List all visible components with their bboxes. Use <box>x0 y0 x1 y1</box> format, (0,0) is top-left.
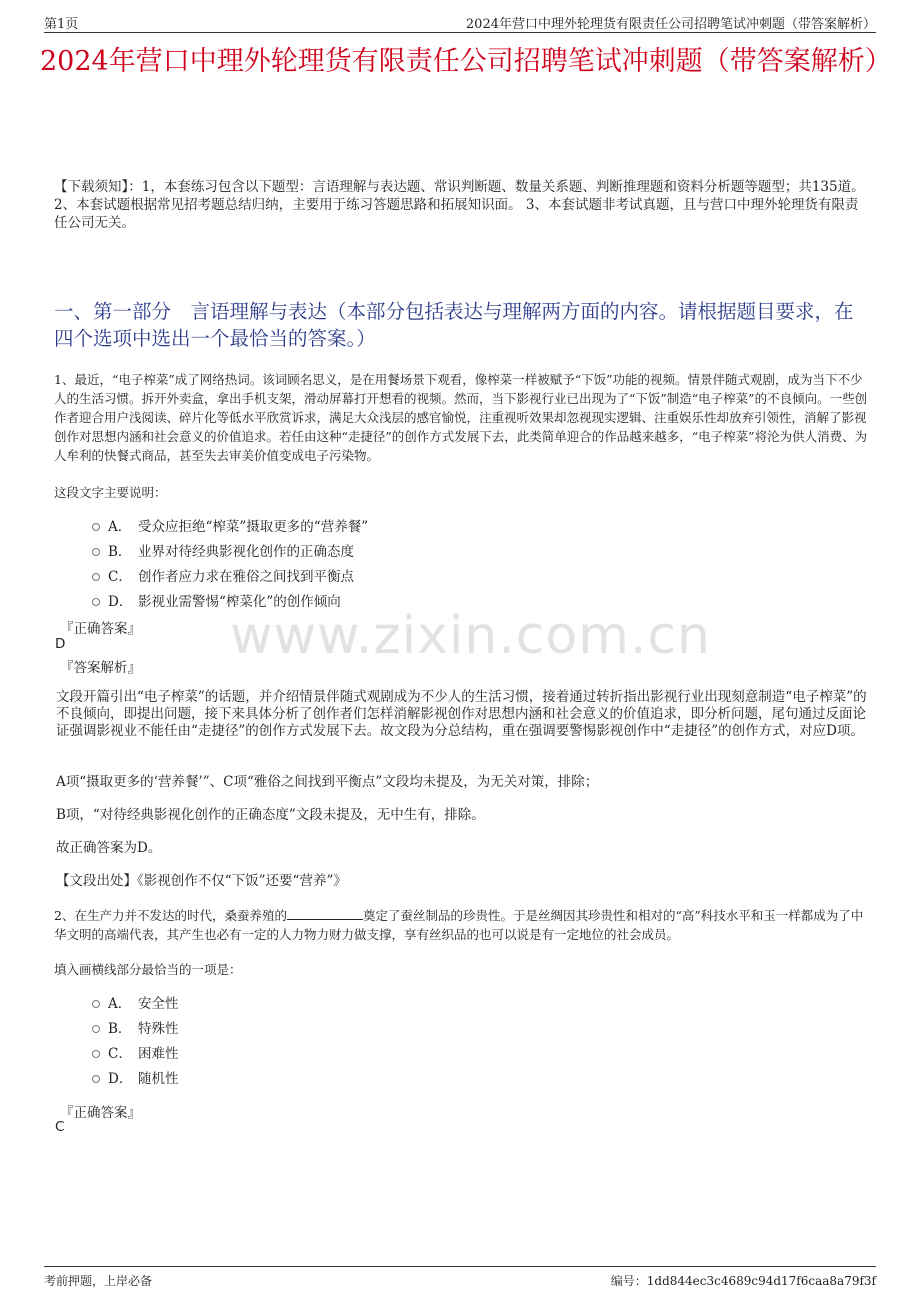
correct-answer: C <box>55 1119 65 1135</box>
footer-slogan: 考前押题，上岸必备 <box>44 1274 153 1288</box>
option-a[interactable]: A． 受众应拒绝“榨菜”摄取更多的“营养餐” <box>92 512 368 537</box>
analysis-paragraph: 文段开篇引出“电子榨菜”的话题，并介绍情景伴随式观剧成为不少人的生活习惯，接着通过转折指出影视行业出现刻意制造“电子榨菜”的不良倾向，即提出问题，接下来具体分析了创作者们怎样消解影视创作对思想内涵和社会意义的价值追求，即分析问题，尾句通过反面论证强调影视业不能任由“走捷径”的创作方式发展下去。故文段为分总结构，重在强调要警惕影视创作中“走捷径”的创作方式，对应D项。 <box>56 689 867 739</box>
question-2-options <box>92 989 179 1089</box>
section-heading: 一、第一部分 言语理解与表达（本部分包括表达与理解两方面的内容。请根据题目要求，在四个选项中选出一个最恰当的答案。） <box>54 300 854 350</box>
question-2-text: 2、在生产力并不发达的时代，桑蚕养殖的 奠定了蚕丝制品的珍贵性。于是丝绸因其珍贵性和相对的“高”科技水平和玉一样都成为了中华文明的高端代表，其产生也必有一定的人力物力财力做支撑，享有丝织品的也可以说是有一定地位的社会成员。 <box>54 908 864 942</box>
text-source: 【文段出处】《影视创作不仅“下饭”还要“营养”》 <box>56 873 347 889</box>
page-footer <box>44 1266 876 1291</box>
radio-icon[interactable] <box>92 573 100 581</box>
question-1-prompt: 这段文字主要说明： <box>54 485 167 500</box>
option-c[interactable]: C． 创作者应力求在雅俗之间找到平衡点 <box>92 562 368 587</box>
radio-icon[interactable] <box>92 598 100 606</box>
radio-icon[interactable] <box>92 548 100 556</box>
radio-icon[interactable] <box>92 523 100 531</box>
option-b[interactable]: B． 业界对待经典影视化创作的正确态度 <box>92 537 368 562</box>
watermark: www.zixin.com.cn <box>230 606 711 666</box>
option-a[interactable]: A． 安全性 <box>92 989 179 1014</box>
analysis-paragraph: 故正确答案为D。 <box>56 840 162 856</box>
question-1-options <box>92 512 368 612</box>
question-2-prompt: 填入画横线部分最恰当的一项是： <box>54 962 242 977</box>
question-1-text: 1、最近，“电子榨菜”成了网络热词。该词顾名思义，是在用餐场景下观看，像榨菜一样被赋予“下饭”功能的视频。情景伴随式观剧，成为当下不少人的生活习惯。拆开外卖盒，拿出手机支架，滑动屏幕打开想看的视频。然而，当下影视行业已出现为了“下饭”制造“电子榨菜”的不良倾向。一些创作者迎合用户浅阅读、碎片化等低水平欣赏诉求，满足大众浅层的感官愉悦，注重视听效果却忽视现实逻辑、注重娱乐性却放弃引领性，消解了影视创作对思想内涵和社会意义的价值追求。若任由这种“走捷径”的创作方式发展下去，此类简单迎合的作品越来越多，“电子榨菜”将沦为供人消费、为人牟利的快餐式商品，甚至失去审美价值变成电子污染物。 <box>54 372 868 463</box>
radio-icon[interactable] <box>92 1050 100 1058</box>
download-notice: 【下载须知】：1，本套练习包含以下题型：言语理解与表达题、常识判断题、数量关系题、判断推理题和资料分析题等题型；共135道。 2、本套试题根据常见招考题总结归纳，主要用于练习答题思路和拓展知识面。 3、本套试题非考试真题，且与营口中理外轮理货有限责任公司无关。 <box>54 179 865 231</box>
analysis-paragraph: B项，“对待经典影视化创作的正确态度”文段未提及，无中生有，排除。 <box>56 807 485 823</box>
option-c[interactable]: C． 困难性 <box>92 1039 179 1064</box>
option-b[interactable]: B． 特殊性 <box>92 1014 179 1039</box>
option-d[interactable]: D． 影视业需警惕“榨菜化”的创作倾向 <box>92 587 368 612</box>
radio-icon[interactable] <box>92 1000 100 1008</box>
analysis-paragraph: A项“摄取更多的‘营养餐’”、C项“雅俗之间找到平衡点”文段均未提及，为无关对策，排除； <box>56 774 599 790</box>
page-header <box>44 10 876 33</box>
header-doc-title: 2024年营口中理外轮理货有限责任公司招聘笔试冲刺题（带答案解析） <box>465 17 876 32</box>
fill-blank <box>287 907 363 920</box>
answer-label: 『正确答案』 <box>60 1105 141 1121</box>
option-d[interactable]: D． 随机性 <box>92 1064 179 1089</box>
document-id: 编号：1dd844ec3c4689c94d17f6caa8a79f3f <box>610 1274 876 1288</box>
page-number: 第1页 <box>44 17 79 32</box>
analysis-label: 『答案解析』 <box>60 660 141 676</box>
radio-icon[interactable] <box>92 1075 100 1083</box>
radio-icon[interactable] <box>92 1025 100 1033</box>
document-title: 2024年营口中理外轮理货有限责任公司招聘笔试冲刺题（带答案解析） <box>40 46 892 77</box>
correct-answer: D <box>55 636 66 652</box>
answer-label: 『正确答案』 <box>60 621 141 637</box>
